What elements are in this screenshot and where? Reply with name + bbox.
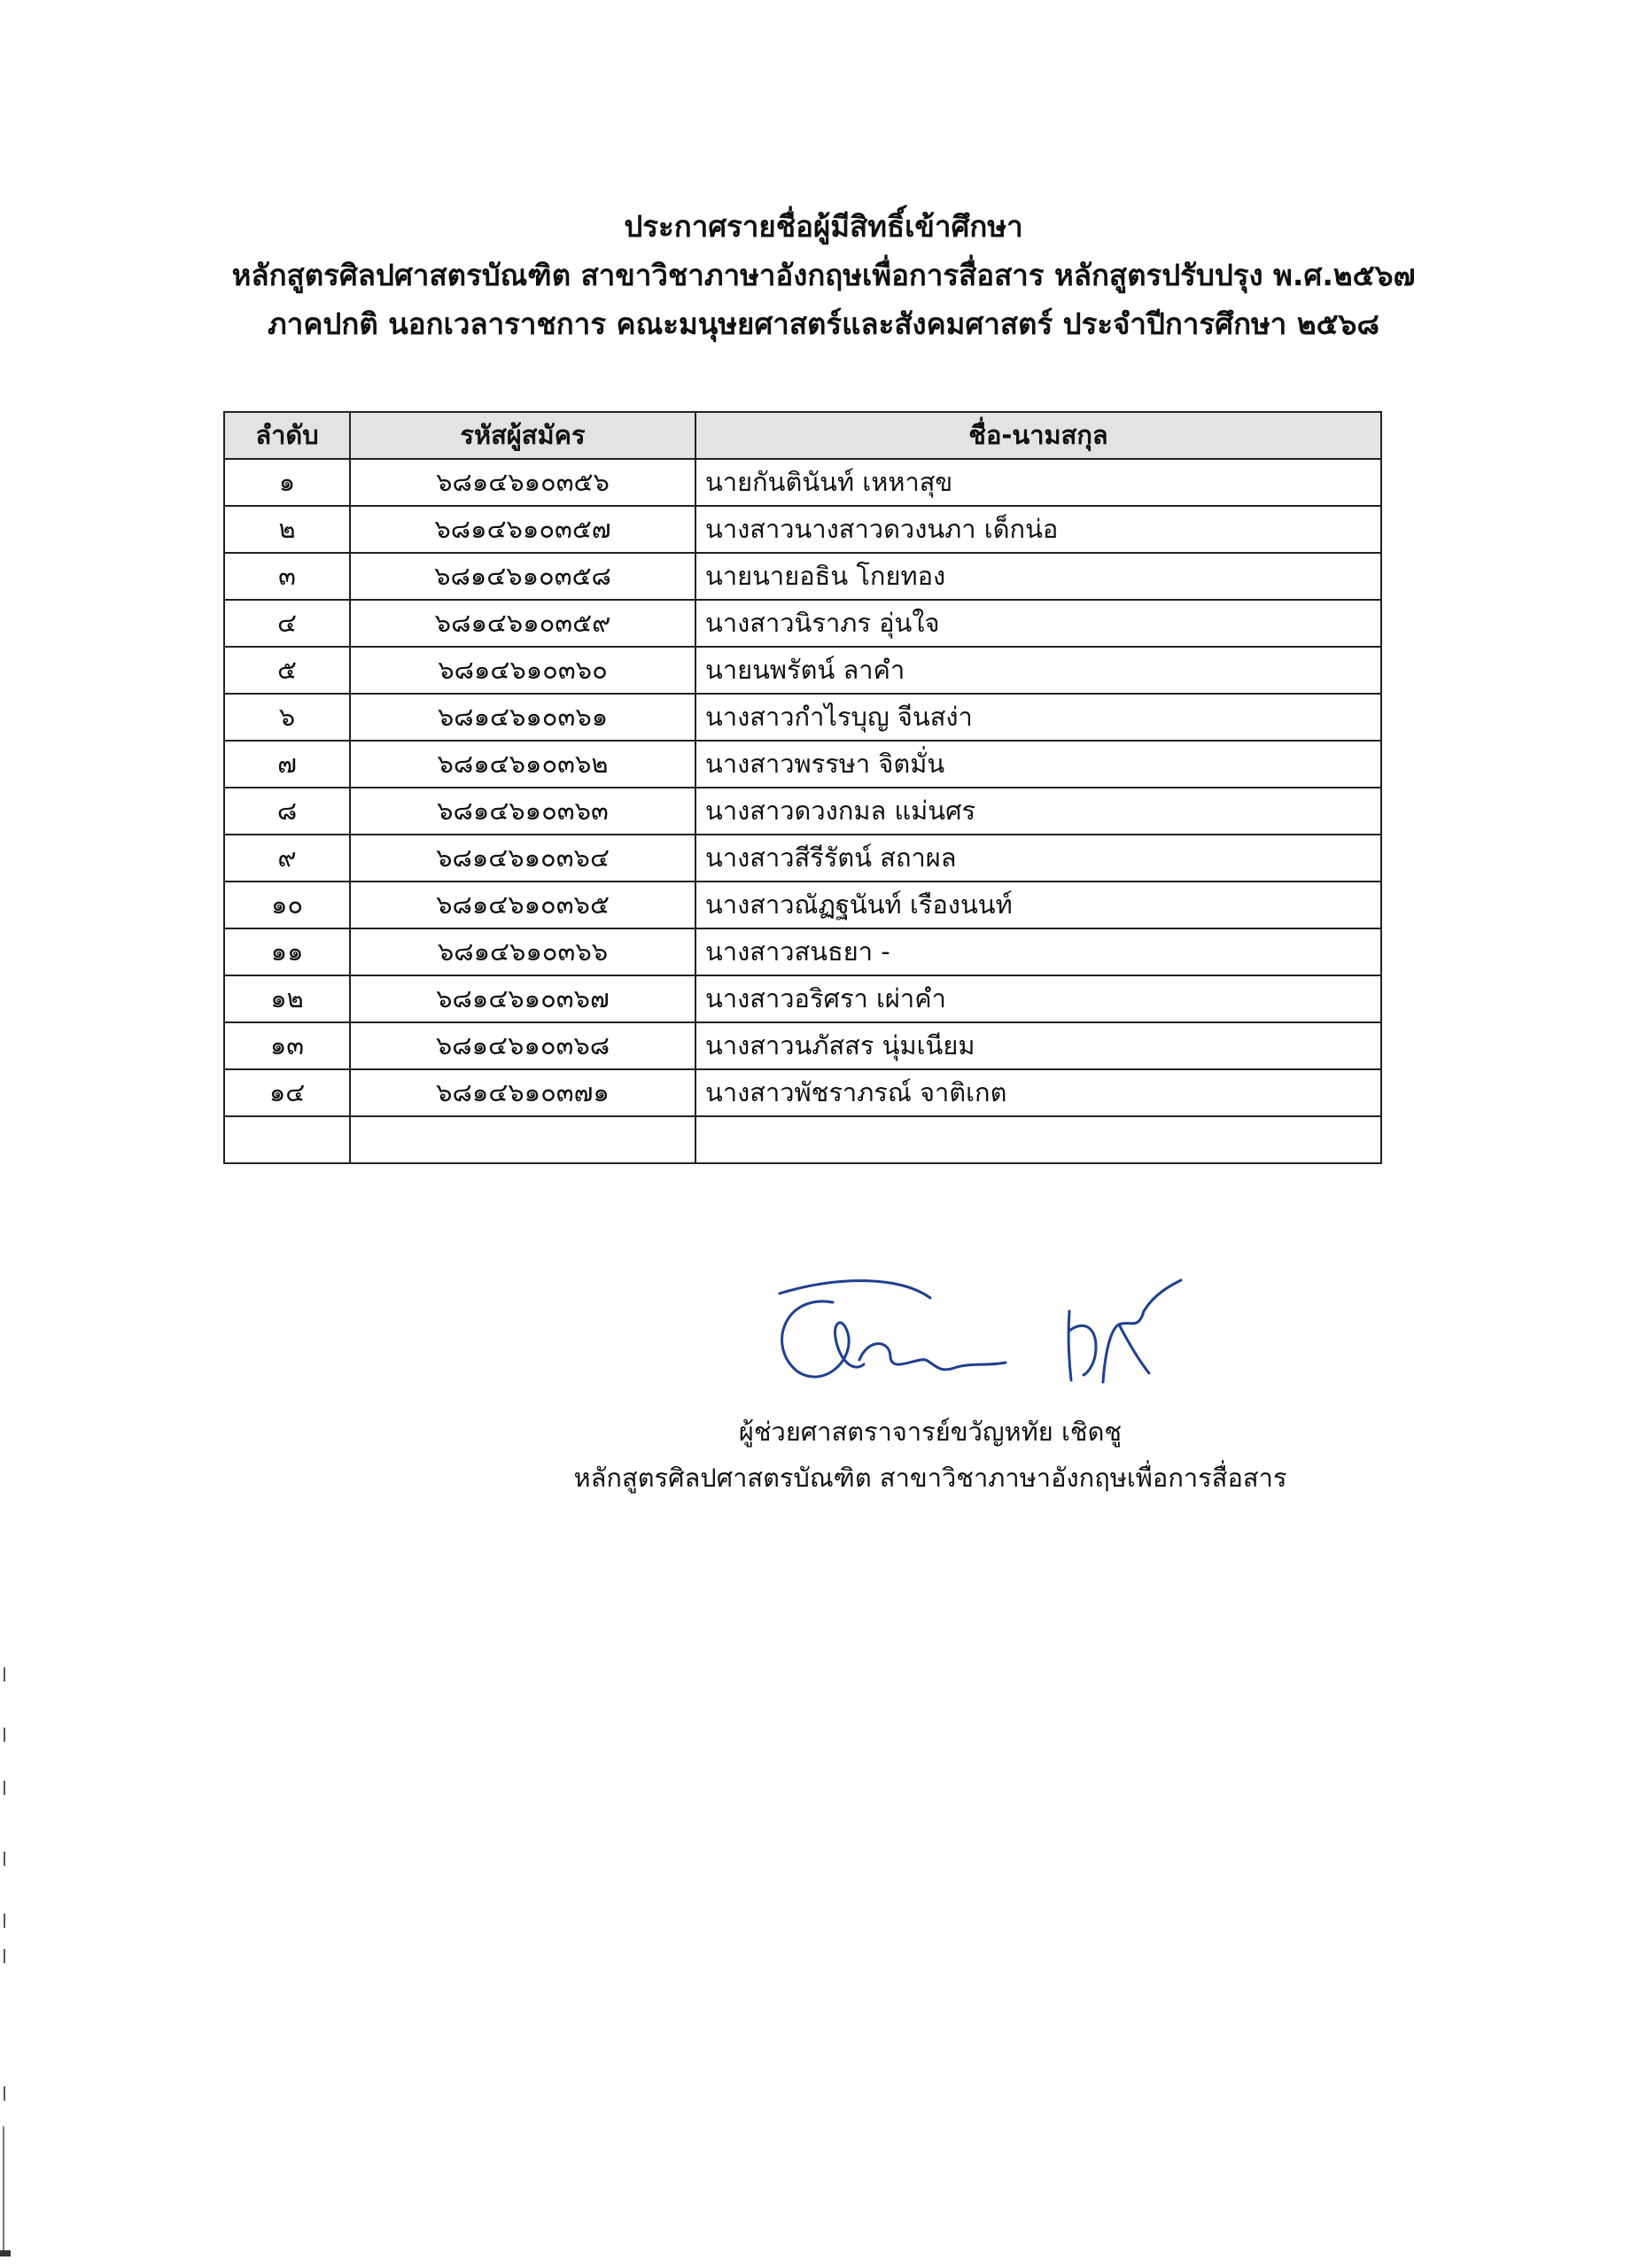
order-cell: ๘ [224,788,350,835]
order-cell: ๖ [224,694,350,741]
applicant-id-cell: ๖๘๑๔๖๑๐๓๖๓ [350,788,695,835]
table-row-empty [224,1116,1381,1163]
applicant-id-cell: ๖๘๑๔๖๑๐๓๖๔ [350,835,695,882]
signature-stroke-middle [859,1344,1006,1370]
applicant-id-cell: ๖๘๑๔๖๑๐๓๖๑ [350,694,695,741]
order-cell: ๙ [224,835,350,882]
full-name-cell: นายนพรัตน์ ลาคำ [695,647,1381,694]
applicant-id-cell: ๖๘๑๔๖๑๐๓๖๗ [350,975,695,1022]
signatory-program: หลักสูตรศิลปศาสตรบัณฑิต สาขาวิชาภาษาอังกฤษเพื่อการสื่อสาร [573,1463,1287,1493]
table-row [224,459,1381,506]
scan-artifact-mark [4,1914,5,1928]
program-line: หลักสูตรศิลปศาสตรบัณฑิต สาขาวิชาภาษาอังกฤษเพื่อการสื่อสาร หลักสูตรปรับปรุง พ.ศ.๒๕๖๗ [231,258,1416,292]
table-row [224,835,1381,882]
applicant-id-cell: ๖๘๑๔๖๑๐๓๖๖ [350,928,695,975]
applicant-id-cell [350,1116,695,1163]
full-name-cell: นางสาวพัชราภรณ์ จาติเกต [695,1069,1381,1116]
table-row [224,553,1381,600]
table-row [224,694,1381,741]
order-cell: ๕ [224,647,350,694]
applicant-table [223,411,1382,1164]
scan-artifact-mark [4,1728,5,1742]
full-name-cell: นางสาวพรรษา จิตมั่น [695,741,1381,788]
order-cell: ๑๑ [224,928,350,975]
table-row [224,647,1381,694]
column-header-order: ลำดับ [224,412,350,459]
full-name-cell [695,1116,1381,1163]
column-header-full-name: ชื่อ-นามสกุล [695,412,1381,459]
full-name-cell: นายกันตินันท์ เหหาสุข [695,459,1381,506]
table-row [224,741,1381,788]
table-row [224,1022,1381,1069]
full-name-cell: นางสาวณัฏฐนันท์ เรืองนนท์ [695,882,1381,928]
scan-artifact-bar [0,2250,11,2256]
table-row [224,882,1381,928]
full-name-cell: นางสาวดวงกมล แม่นศร [695,788,1381,835]
scan-artifact-mark [4,1667,5,1682]
signature-stroke-surname-b [1069,1325,1096,1375]
signature-stroke-surname-c [1103,1280,1181,1382]
full-name-cell: นางสาวกำไรบุญ จีนสง่า [695,694,1381,741]
signature-stroke-first-name [782,1301,864,1377]
scan-artifact-mark [4,1949,5,1963]
order-cell: ๓ [224,553,350,600]
order-cell: ๑๓ [224,1022,350,1069]
full-name-cell: นางสาวนิราภร อุ่นใจ [695,600,1381,647]
order-cell: ๒ [224,506,350,553]
table-header-row [224,412,1381,459]
column-header-applicant-id: รหัสผู้สมัคร [350,412,695,459]
announcement-title: ประกาศรายชื่อผู้มีสิทธิ์เข้าศึกษา [624,209,1023,244]
applicant-id-cell: ๖๘๑๔๖๑๐๓๕๘ [350,553,695,600]
full-name-cell: นางสาวสีรีรัตน์ สถาผล [695,835,1381,882]
order-cell: ๑๐ [224,882,350,928]
table-row [224,928,1381,975]
applicant-id-cell: ๖๘๑๔๖๑๐๓๖๒ [350,741,695,788]
signatory-block [532,1409,1329,1501]
table-row [224,1069,1381,1116]
scan-artifact-mark [4,1781,5,1795]
applicant-id-cell: ๖๘๑๔๖๑๐๓๕๗ [350,506,695,553]
order-cell: ๔ [224,600,350,647]
table-row [224,975,1381,1022]
full-name-cell: นางสาวนภัสสร นุ่มเนียม [695,1022,1381,1069]
announcement-header [0,202,1647,348]
scan-artifact-mark [4,2086,5,2101]
full-name-cell: นางสาวสนธยา - [695,928,1381,975]
table-row [224,788,1381,835]
order-cell: ๑๔ [224,1069,350,1116]
applicant-id-cell: ๖๘๑๔๖๑๐๓๖๕ [350,882,695,928]
handwritten-signature [749,1276,1227,1400]
table-row [224,506,1381,553]
applicant-id-cell: ๖๘๑๔๖๑๐๓๖๐ [350,647,695,694]
applicant-id-cell: ๖๘๑๔๖๑๐๓๕๖ [350,459,695,506]
scan-artifact-edge [3,2126,4,2250]
table-row [224,600,1381,647]
signature-stroke-surname-a [1068,1311,1071,1380]
order-cell: ๑ [224,459,350,506]
order-cell: ๗ [224,741,350,788]
term-line: ภาคปกติ นอกเวลาราชการ คณะมนุษยศาสตร์และสังคมศาสตร์ ประจำปีการศึกษา ๒๕๖๘ [268,307,1379,341]
applicant-id-cell: ๖๘๑๔๖๑๐๓๖๘ [350,1022,695,1069]
full-name-cell: นางสาวอริศรา เผ่าคำ [695,975,1381,1022]
signatory-name: ผู้ช่วยศาสตราจารย์ขวัญหทัย เชิดชู [738,1417,1123,1447]
order-cell: ๑๒ [224,975,350,1022]
signature-stroke-surname-d [1119,1324,1149,1373]
scan-artifact-mark [4,1852,5,1866]
order-cell [224,1116,350,1163]
full-name-cell: นายนายอธิน โกยทอง [695,553,1381,600]
full-name-cell: นางสาวนางสาวดวงนภา เด็กน่อ [695,506,1381,553]
signature-stroke-flourish [780,1281,930,1298]
applicant-id-cell: ๖๘๑๔๖๑๐๓๕๙ [350,600,695,647]
applicant-id-cell: ๖๘๑๔๖๑๐๓๗๑ [350,1069,695,1116]
